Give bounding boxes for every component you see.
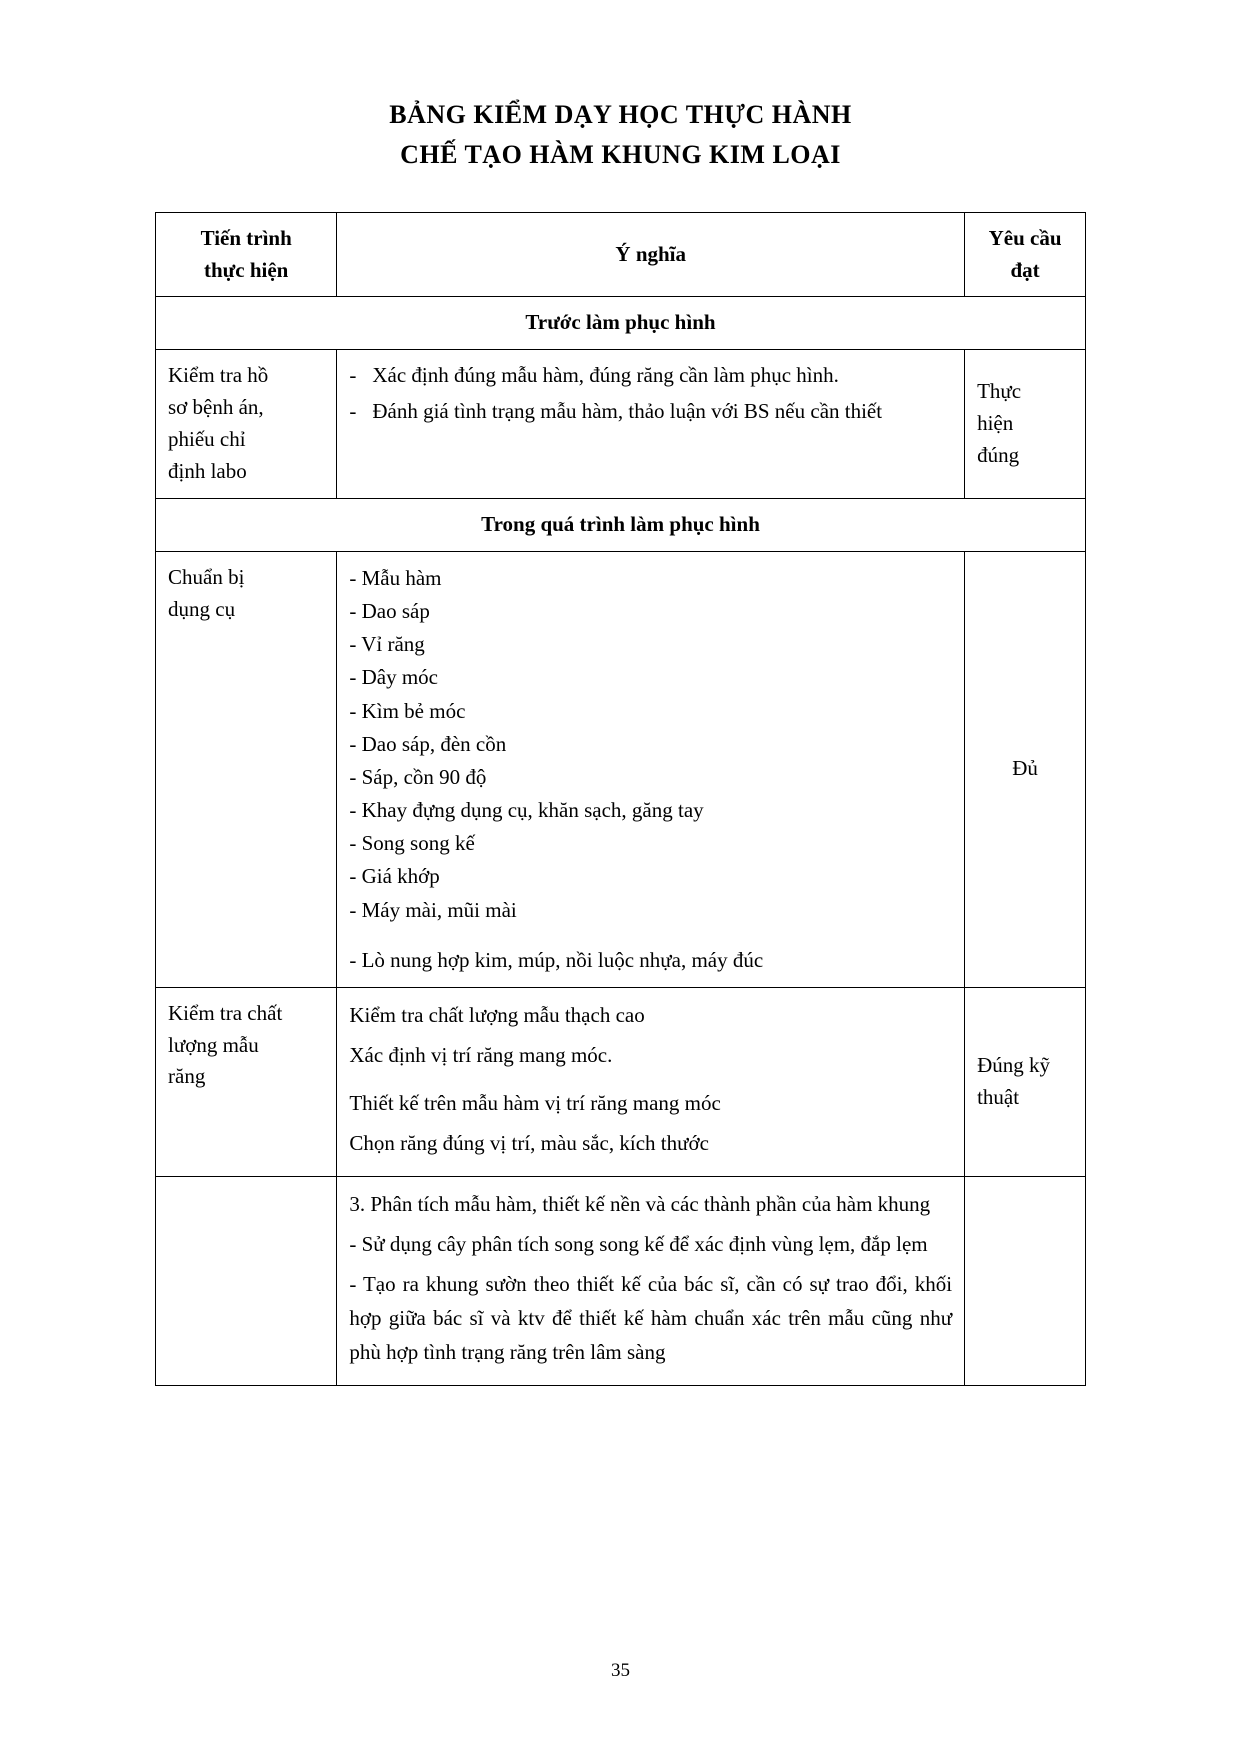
cell-step-tools [156, 551, 337, 987]
requirement-quality-line-2: thuật [977, 1084, 1020, 1109]
list-item: - Vỉ răng [349, 632, 425, 657]
step-tools-line-2: dụng cụ [168, 596, 236, 621]
list-item: - Dây móc [349, 665, 438, 690]
cell-step-quality [156, 987, 337, 1176]
list-item-text: Xác định đúng mẫu hàm, đúng răng cần làm phục hình. [372, 363, 839, 388]
table-row [156, 987, 1086, 1176]
table-row [156, 1176, 1086, 1385]
tools-list [349, 562, 952, 927]
list-item: - Dao sáp [349, 599, 430, 624]
quality-paragraph: Kiểm tra chất lượng mẫu thạch cao [349, 1002, 645, 1027]
header-requirement-line-2: đạt [1010, 257, 1040, 282]
step-tools-line-1: Chuẩn bị [168, 564, 245, 589]
step-quality-line-1: Kiểm tra chất [168, 1000, 283, 1025]
step-quality-line-3: răng [168, 1064, 206, 1089]
list-item [349, 360, 952, 392]
header-process-line-1: Tiến trình [200, 225, 292, 250]
step-records-line-4: định labo [168, 459, 247, 484]
list-item: - Kìm bẻ móc [349, 698, 466, 723]
tools-list-last-item: - Lò nung hợp kim, múp, nồi luộc nhựa, máy đúc [349, 947, 764, 972]
cell-step-analysis [156, 1176, 337, 1385]
analysis-paragraph: - Tạo ra khung sườn theo thiết kế của bác sĩ, cần có sự trao đổi, khối hợp giữa bác sĩ và ktv để thiết kế hàm chuẩn xác trên mẫu cũng như phù hợp tình trạng răng trên lâm sàng [349, 1271, 953, 1364]
list-item-text: Đánh giá tình trạng mẫu hàm, thảo luận với BS nếu cần thiết [372, 399, 883, 424]
checklist-table [155, 212, 1086, 1386]
step-quality-line-2: lượng mẫu [168, 1032, 259, 1057]
section-title-before: Trước làm phục hình [156, 297, 1086, 350]
list-item [349, 396, 952, 428]
cell-meaning-quality [337, 987, 965, 1176]
dash-marker: - [349, 363, 357, 388]
cell-requirement-analysis [965, 1176, 1086, 1385]
requirement-quality-line-1: Đúng kỹ [977, 1052, 1051, 1077]
quality-paragraph: Thiết kế trên mẫu hàm vị trí răng mang móc [349, 1090, 721, 1115]
header-cell-requirement [965, 212, 1086, 297]
cell-step-records [156, 350, 337, 499]
step-records-line-2: sơ bệnh án, [168, 395, 264, 420]
step-records-line-1: Kiểm tra hồ [168, 363, 269, 388]
analysis-paragraph: - Sử dụng cây phân tích song song kế để xác định vùng lẹm, đắp lẹm [349, 1231, 928, 1256]
list-item: - Dao sáp, đèn cồn [349, 731, 507, 756]
quality-paragraph: Xác định vị trí răng mang móc. [349, 1042, 613, 1067]
header-cell-meaning: Ý nghĩa [337, 212, 965, 297]
analysis-paragraph: 3. Phân tích mẫu hàm, thiết kế nền và các thành phần của hàm khung [349, 1191, 931, 1216]
step-records-line-3: phiếu chỉ [168, 427, 246, 452]
cell-requirement-records [965, 350, 1086, 499]
cell-meaning-records [337, 350, 965, 499]
title-line-1: BẢNG KIỂM DẠY HỌC THỰC HÀNH [389, 100, 852, 129]
cell-meaning-tools [337, 551, 965, 987]
meaning-records-list [349, 360, 952, 428]
section-title-during: Trong quá trình làm phục hình [156, 498, 1086, 551]
header-requirement-line-1: Yêu cầu [988, 225, 1062, 250]
requirement-records-line-2: hiện [977, 411, 1014, 436]
list-item: - Mẫu hàm [349, 565, 442, 590]
table-header-row [156, 212, 1086, 297]
section-row-during [156, 498, 1086, 551]
list-item: - Song song kế [349, 831, 475, 856]
list-item: - Sáp, cồn 90 độ [349, 764, 487, 789]
page-number: 35 [611, 1660, 630, 1681]
section-row-before [156, 297, 1086, 350]
requirement-records-line-3: đúng [977, 443, 1020, 468]
list-item: - Máy mài, mũi mài [349, 897, 517, 922]
table-row [156, 551, 1086, 987]
header-cell-process [156, 212, 337, 297]
title-line-2: CHẾ TẠO HÀM KHUNG KIM LOẠI [400, 140, 841, 170]
requirement-records-line-1: Thực [977, 379, 1022, 404]
dash-marker: - [349, 399, 357, 424]
quality-paragraph: Chọn răng đúng vị trí, màu sắc, kích thước [349, 1130, 709, 1155]
table-row [156, 350, 1086, 499]
cell-meaning-analysis [337, 1176, 965, 1385]
cell-requirement-quality [965, 987, 1086, 1176]
cell-requirement-tools: Đủ [965, 551, 1086, 987]
list-item: - Giá khớp [349, 864, 440, 889]
list-item: - Khay đựng dụng cụ, khăn sạch, găng tay [349, 798, 704, 823]
header-process-line-2: thực hiện [203, 257, 289, 282]
page-title [155, 95, 1086, 176]
